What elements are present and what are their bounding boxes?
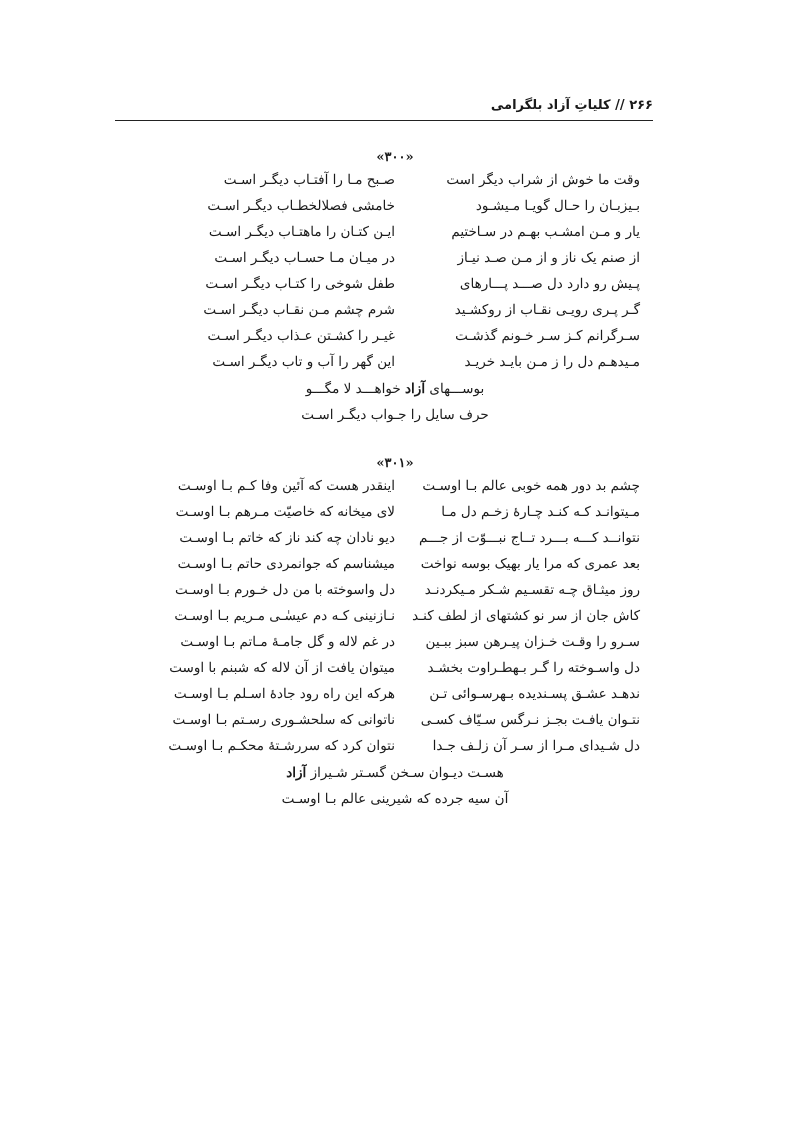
hemistich-second: میتوان یافت از آن لاله که شبنم با اوست (169, 660, 395, 676)
poem-number: «۳۰۰» (376, 150, 414, 165)
couplet (150, 474, 640, 500)
hemistich-second: ایـن کتـان را ماهتـاب دیگـر اسـت (208, 224, 395, 240)
hemistich-second: این گهر را آب و تاب دیگـر اسـت (212, 354, 395, 370)
running-head (491, 98, 653, 113)
closing-text-before: هسـت دیـوان سـخن گسـتر شـیراز (310, 765, 504, 781)
couplet (150, 526, 640, 552)
couplet (150, 682, 640, 708)
hemistich-second: ناتوانی که سلحشـوری رسـتم بـا اوسـت (172, 712, 395, 728)
hemistich-first: کاش جان از سر نو کشتهای از لطف کنـد (412, 608, 640, 624)
poem-301 (150, 454, 640, 812)
pen-name: آزاد (405, 381, 426, 397)
hemistich-first: دل شـیدای مـرا از سـر آن زلـف جـدا (432, 738, 640, 754)
book-title: کلیاتِ آزاد بلگرامی (490, 98, 611, 113)
hemistich-second: نتوان کرد که سررشـتهٔ محکـم بـا اوسـت (168, 738, 395, 754)
couplet (150, 194, 640, 220)
couplet (150, 500, 640, 526)
hemistich-first: نتـوان یافـت بجـز نـرگس سـیّاف کسـی (420, 712, 640, 728)
hemistich-second: دل واسوخته با من دل خـورم بـا اوسـت (174, 582, 395, 598)
hemistich-first: گـر پـری رویـی نقـاب از روکشـید (454, 302, 640, 318)
closing-verse-line-2: حرف سایل را جـواب دیگـر اسـت (301, 407, 489, 423)
closing-verse-line-2: آن سیه جرده که شیرینی عالم بـا اوسـت (281, 791, 509, 807)
header-rule (115, 120, 653, 121)
couplet (150, 708, 640, 734)
hemistich-second: در غم لاله و گل جامـهٔ مـاتم بـا اوسـت (180, 634, 395, 650)
hemistich-second: صـبح مـا را آفتـاب دیگـر اسـت (223, 172, 395, 188)
hemistich-first: مـیتوانـد کـه کنـد چـارهٔ زخـم دل مـا (441, 504, 640, 520)
couplet (150, 168, 640, 194)
hemistich-second: لای میخانه که خاصیّت مـرهم بـا اوسـت (175, 504, 395, 520)
couplet (150, 734, 640, 760)
closing-verse-line-1 (150, 760, 640, 786)
couplet (150, 552, 640, 578)
hemistich-second: غیـر را کشـتن عـذاب دیگـر اسـت (207, 328, 395, 344)
hemistich-second: خامشی فصلالخطـاب دیگـر اسـت (207, 198, 395, 214)
hemistich-second: دیو نادان چه کند ناز که خاتم بـا اوسـت (179, 530, 395, 546)
hemistich-first: وقت ما خوش از شراب دیگر است (446, 172, 640, 188)
couplet (150, 272, 640, 298)
hemistich-first: ندهـد عشـق پسـندیده بـهرسـوائی تـن (429, 686, 640, 702)
hemistich-first: سـرو را وقـت خـزان پیـرهن سبز ببـین (425, 634, 640, 650)
page-number: ۲۶۶ (629, 98, 653, 113)
hemistich-second: هرکه این راه رود جادهٔ اسـلم بـا اوسـت (173, 686, 395, 702)
pen-name: آزاد (286, 765, 307, 781)
hemistich-second: در میـان مـا حسـاب دیگـر اسـت (214, 250, 395, 266)
header-separator: // (615, 98, 625, 113)
couplet (150, 324, 640, 350)
hemistich-first: یار و مـن امشـب بهـم در سـاختیم (451, 224, 640, 240)
couplet (150, 578, 640, 604)
couplet (150, 246, 640, 272)
couplet (150, 630, 640, 656)
hemistich-second: شرم چشم مـن نقـاب دیگـر اسـت (203, 302, 395, 318)
hemistich-first: بـیزبـان را حـال گویـا مـیشـود (475, 198, 640, 214)
hemistich-first: چشم بد دور همه خوبی عالم بـا اوسـت (422, 478, 640, 494)
closing-verse-line-1 (150, 376, 640, 402)
poem-300 (150, 148, 640, 428)
hemistich-first: بعد عمری که مرا یار بهیک بوسه نواخت (420, 556, 640, 572)
hemistich-first: دل واسـوخته را گـر بـهطـراوت بخشـد (427, 660, 640, 676)
closing-text-after: خواهـــد لا مگـــو (305, 381, 401, 397)
page-header (115, 96, 653, 120)
hemistich-second: میشناسم که جوانمردی حاتم بـا اوسـت (177, 556, 395, 572)
hemistich-second: اینقدر هست که آئین وفا کـم بـا اوسـت (177, 478, 395, 494)
closing-text-before: بوســـهای (429, 381, 485, 397)
hemistich-first: از صنم یک ناز و از مـن صـد نیـاز (457, 250, 640, 266)
couplet (150, 350, 640, 376)
hemistich-first: سـرگرانم کـز سـر خـونم گذشـت (455, 328, 640, 344)
hemistich-second: نـازنینی کـه دم عیسٰـی مـریم بـا اوسـت (174, 608, 395, 624)
couplet (150, 220, 640, 246)
hemistich-first: نتوانــد کـــه بـــرد تــاج نبـــوّت از جـــم (418, 530, 640, 546)
couplet (150, 298, 640, 324)
hemistich-first: مـیدهـم دل را ز مـن بایـد خریـد (464, 354, 640, 370)
couplet (150, 604, 640, 630)
couplet (150, 656, 640, 682)
hemistich-first: روز میثـاق چـه تقسـیم شـکر مـیکردنـد (424, 582, 640, 598)
poem-number: «۳۰۱» (376, 456, 414, 471)
hemistich-first: پـیش رو دارد دل صـــد پـــارهای (459, 276, 640, 292)
hemistich-second: طفل شوخی را کتـاب دیگـر اسـت (205, 276, 395, 292)
